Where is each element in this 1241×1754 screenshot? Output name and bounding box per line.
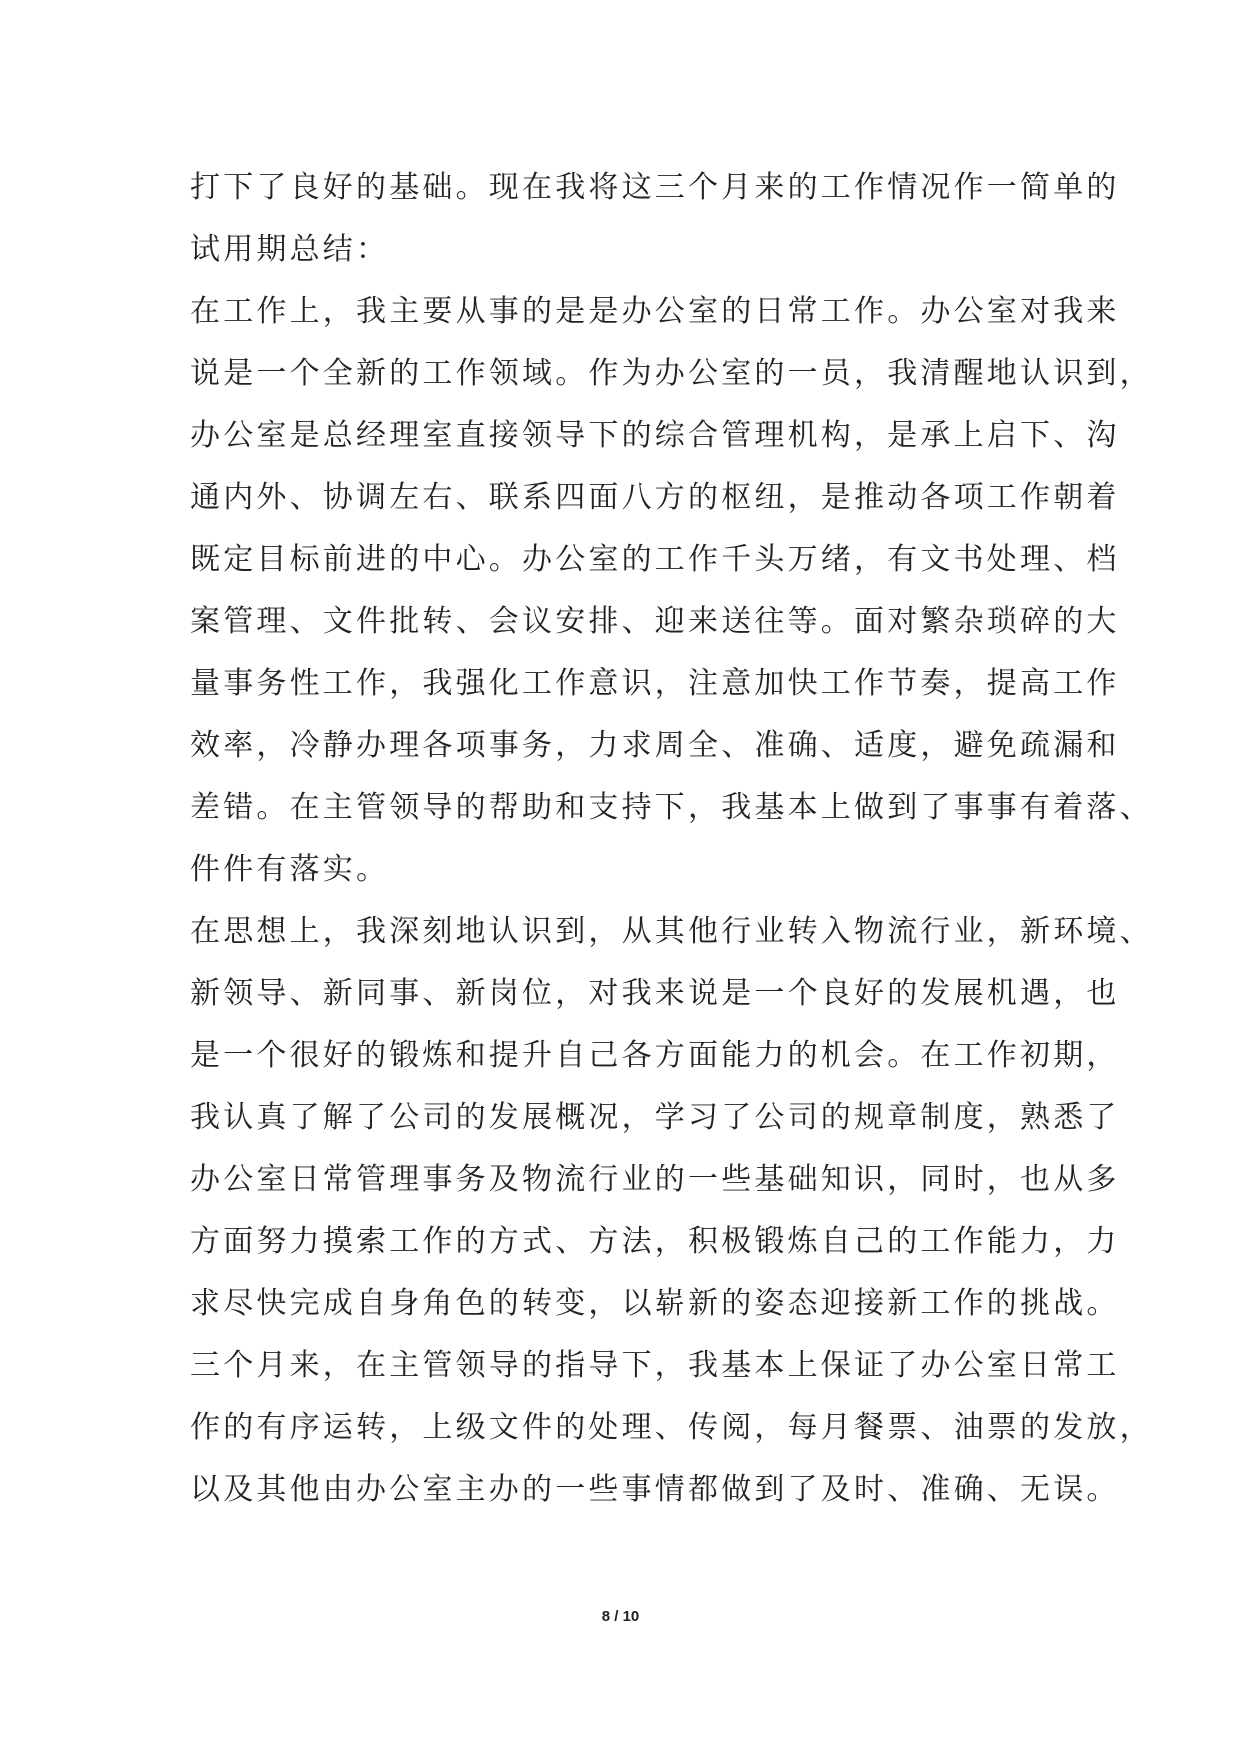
text-line: 是一个很好的锻炼和提升自己各方面能力的机会。在工作初期， [190,1038,1120,1073]
text-line: 办公室日常管理事务及物流行业的一些基础知识，同时，也从多 [190,1162,1120,1197]
text-line: 说是一个全新的工作领域。作为办公室的一员，我清醒地认识到， [190,356,1153,391]
text-line: 作的有序运转，上级文件的处理、传阅，每月餐票、油票的发放， [190,1410,1153,1445]
text-line: 案管理、文件批转、会议安排、迎来送往等。面对繁杂琐碎的大 [190,604,1120,639]
text-line: 通内外、协调左右、联系四面八方的枢纽，是推动各项工作朝着 [190,480,1120,515]
text-line: 办公室是总经理室直接领导下的综合管理机构，是承上启下、沟 [190,418,1120,453]
text-line: 我认真了解了公司的发展概况，学习了公司的规章制度，熟悉了 [190,1100,1120,1135]
text-line: 在工作上，我主要从事的是是办公室的日常工作。办公室对我来 [190,294,1120,329]
text-line: 方面努力摸索工作的方式、方法，积极锻炼自己的工作能力，力 [190,1224,1120,1259]
text-line: 效率，冷静办理各项事务，力求周全、准确、适度，避免疏漏和 [190,728,1120,763]
text-line: 试用期总结： [190,232,390,267]
text-line: 在思想上，我深刻地认识到，从其他行业转入物流行业，新环境、 [190,914,1153,949]
text-line: 三个月来，在主管领导的指导下，我基本上保证了办公室日常工 [190,1348,1120,1383]
text-line: 以及其他由办公室主办的一些事情都做到了及时、准确、无误。 [190,1472,1120,1507]
text-line: 量事务性工作，我强化工作意识，注意加快工作节奏，提高工作 [190,666,1120,701]
page-number: 8 / 10 [601,1608,640,1625]
text-line: 求尽快完成自身角色的转变，以崭新的姿态迎接新工作的挑战。 [190,1286,1120,1321]
text-line: 既定目标前进的中心。办公室的工作千头万绪，有文书处理、档 [190,542,1120,577]
text-line: 打下了良好的基础。现在我将这三个月来的工作情况作一简单的 [190,170,1120,205]
text-line: 新领导、新同事、新岗位，对我来说是一个良好的发展机遇，也 [190,976,1120,1011]
text-line: 件件有落实。 [190,852,390,887]
text-line: 差错。在主管领导的帮助和支持下，我基本上做到了事事有着落、 [190,790,1153,825]
body-text [190,157,1153,1521]
